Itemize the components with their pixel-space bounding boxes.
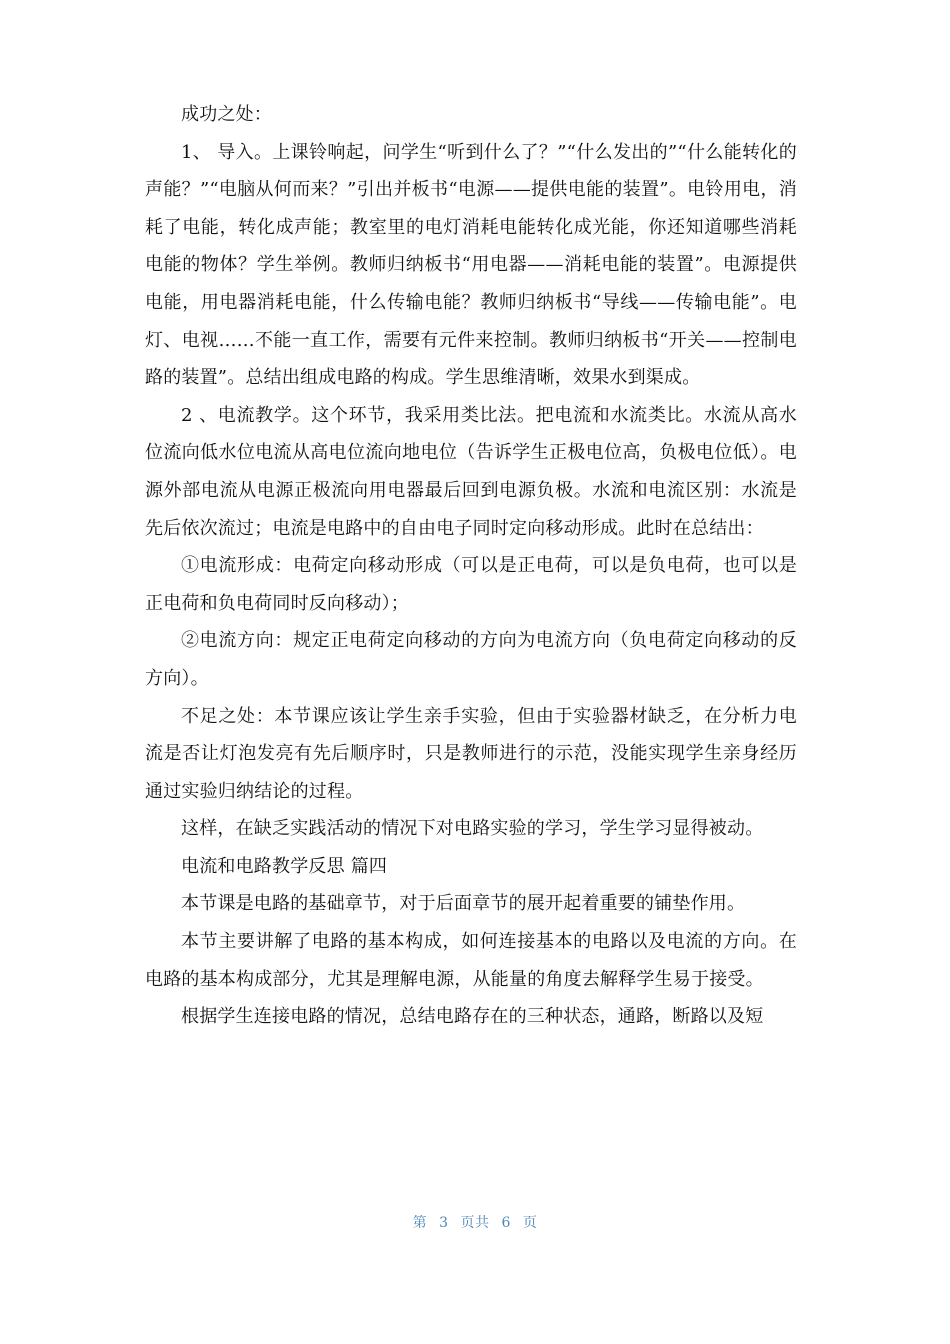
- paragraph-success-heading: 成功之处：: [181, 104, 272, 125]
- paragraph-intro: 1、 导入。上课铃响起，问学生“听到什么了？”“什么发出的”“什么能转化的声能？”“电脑从何而来？”引出并板书“电源——提供电能的装置”。电铃用电，消耗了电能，转化成声能；教室里的电灯消耗电能转化成光能，你还知道哪些消耗电能的物体？学生举例。教师归纳板书“用电器——消耗电能的装置”。电源提供电能，用电器消耗电能，什么传输电能？教师归纳板书“导线——传输电能”。电灯、电视……不能一直工作，需要有元件来控制。教师归纳板书“开关——控制电路的装置”。总结出组成电路的构成。学生思维清晰，效果水到渠成。: [145, 141, 797, 389]
- paragraph-current-teaching: 2 、电流教学。这个环节，我采用类比法。把电流和水流类比。水流从高水位流向低水位电流从高电位流向地电位（告诉学生正极电位高，负极电位低）。电源外部电流从电源正极流向用电器最后回到电源负极。水流和电流区别：水流是先后依次流过；电流是电路中的自由电子同时定向移动形成。此时在总结出：: [145, 404, 797, 539]
- paragraph-shortcomings: 不足之处：本节课应该让学生亲手实验，但由于实验器材缺乏，在分析力电流是否让灯泡发亮有先后顺序时，只是教师进行的示范，没能实现学生亲身经历通过实验归纳结论的过程。: [145, 705, 797, 802]
- paragraph-conclusion: 这样，在缺乏实践活动的情况下对电路实验的学习，学生学习显得被动。: [181, 818, 764, 840]
- section-title-part4: 电流和电路教学反思 篇四: [181, 855, 388, 877]
- footer-middle: 页共: [460, 1215, 490, 1231]
- paragraph-current-direction: ②电流方向：规定正电荷定向移动的方向为电流方向（负电荷定向移动的反方向）。: [145, 630, 797, 689]
- footer-page-number: 3: [439, 1215, 449, 1231]
- paragraph-main-content: 本节主要讲解了电路的基本构成，如何连接基本的电路以及电流的方向。在电路的基本构成部分，尤其是理解电源，从能量的角度去解释学生易于接受。: [145, 931, 797, 990]
- paragraph-circuit-states: 根据学生连接电路的情况，总结电路存在的三种状态，通路，断路以及短: [181, 1006, 764, 1028]
- document-body: [145, 96, 797, 1036]
- paragraph-current-formation: ①电流形成：电荷定向移动形成（可以是正电荷，可以是负电荷，也可以是正电荷和负电荷同时反向移动）；: [145, 555, 797, 614]
- paragraph-chapter-role: 本节课是电路的基础章节，对于后面章节的展开起着重要的铺垫作用。: [181, 893, 746, 915]
- page-footer: [0, 1212, 950, 1232]
- footer-prefix: 第: [412, 1215, 428, 1231]
- footer-suffix: 页: [522, 1215, 538, 1231]
- footer-total-pages: 6: [501, 1215, 511, 1231]
